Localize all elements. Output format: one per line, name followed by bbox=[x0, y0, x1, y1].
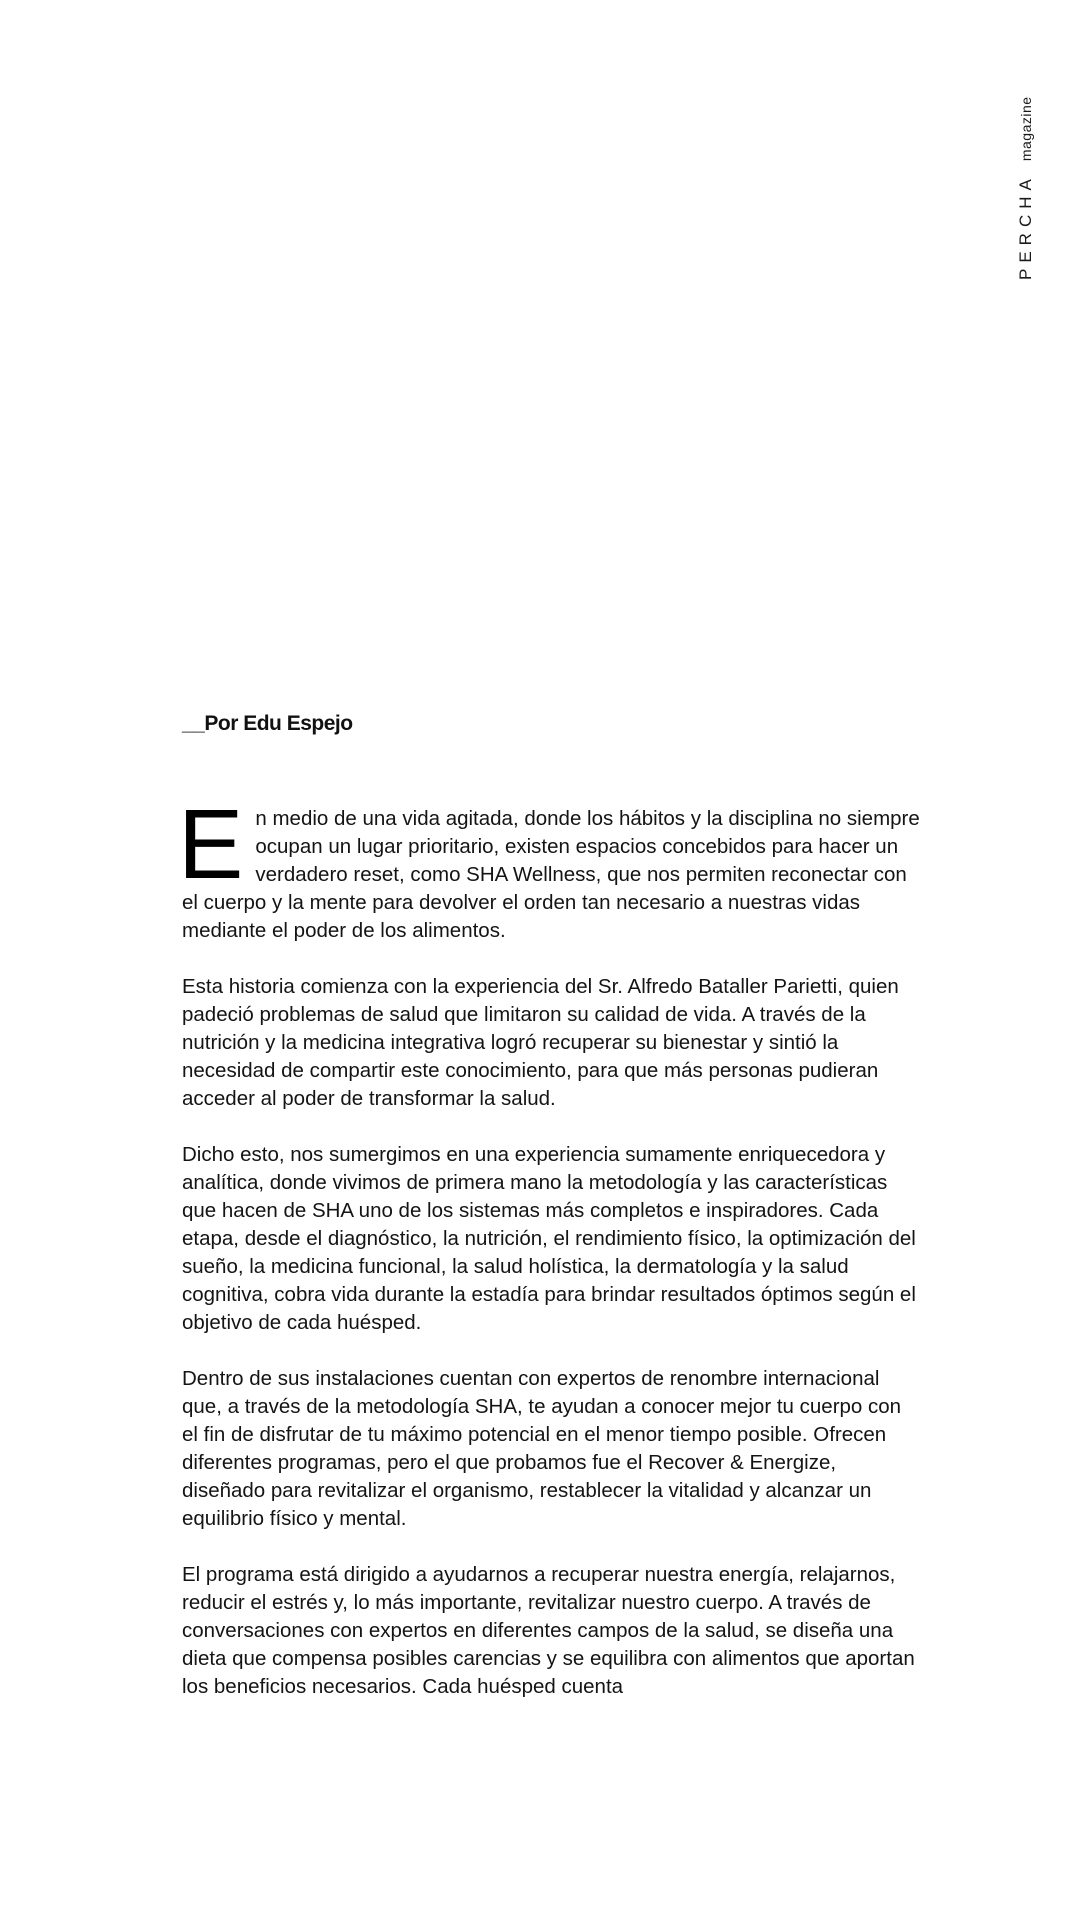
article-body bbox=[178, 789, 922, 1729]
article-paragraph-3: Dicho esto, nos sumergimos en una experiencia sumamente enriquecedora y analítica, donde vivimos de primera mano la metodología y las características que hacen de SHA uno de los sistemas más completos e inspiradores. Cada etapa, desde el diagnóstico, la nutrición, el rendimiento físico, la optimización del sueño, la medicina funcional, la salud holística, la dermatología y la salud cognitiva, cobra vida durante la estadía para brindar resultados óptimos según el objetivo de cada huésped. bbox=[182, 1143, 916, 1334]
article-paragraph-4: Dentro de sus instalaciones cuentan con expertos de renombre internacional que, a través de la metodología SHA, te ayudan a conocer mejor tu cuerpo con el fin de disfrutar de tu máximo potencial en el menor tiempo posible. Ofrecen diferentes programas, pero el que probamos fue el Recover & Energize, diseñado para revitalizar el organismo, restablecer la vitalidad y alcanzar un equilibrio físico y mental. bbox=[182, 1367, 902, 1530]
magazine-label: magazine bbox=[1018, 96, 1034, 162]
article-paragraph-1 bbox=[178, 789, 922, 945]
article-paragraph-1-text: n medio de una vida agitada, donde los hábitos y la disciplina no siempre ocupan un lugar prioritario, existen espacios concebidos para hacer un verdadero reset, como SHA Wellness, que nos permiten reconectar con el cuerpo y la mente para devolver el orden tan necesario a nuestras vidas mediante el poder de los alimentos. bbox=[182, 807, 920, 942]
magazine-brand: PERCHA bbox=[1016, 173, 1035, 280]
masthead bbox=[1016, 96, 1036, 280]
drop-cap: E bbox=[178, 789, 244, 899]
article-paragraph-5: El programa está dirigido a ayudarnos a recuperar nuestra energía, relajarnos, reducir el estrés y, lo más importante, revitalizar nuestro cuerpo. A través de conversaciones con expertos en diferentes campos de la salud, se diseña una dieta que compensa posibles carencias y se equilibra con alimentos que aportan los beneficios necesarios. Cada huésped cuenta bbox=[182, 1563, 915, 1698]
byline: __Por Edu Espejo bbox=[182, 712, 353, 735]
article-paragraph-2: Esta historia comienza con la experiencia del Sr. Alfredo Bataller Parietti, quien padeció problemas de salud que limitaron su calidad de vida. A través de la nutrición y la medicina integrativa logró recuperar su bienestar y sintió la necesidad de compartir este conocimiento, para que más personas pudieran acceder al poder de transformar la salud. bbox=[182, 975, 899, 1110]
